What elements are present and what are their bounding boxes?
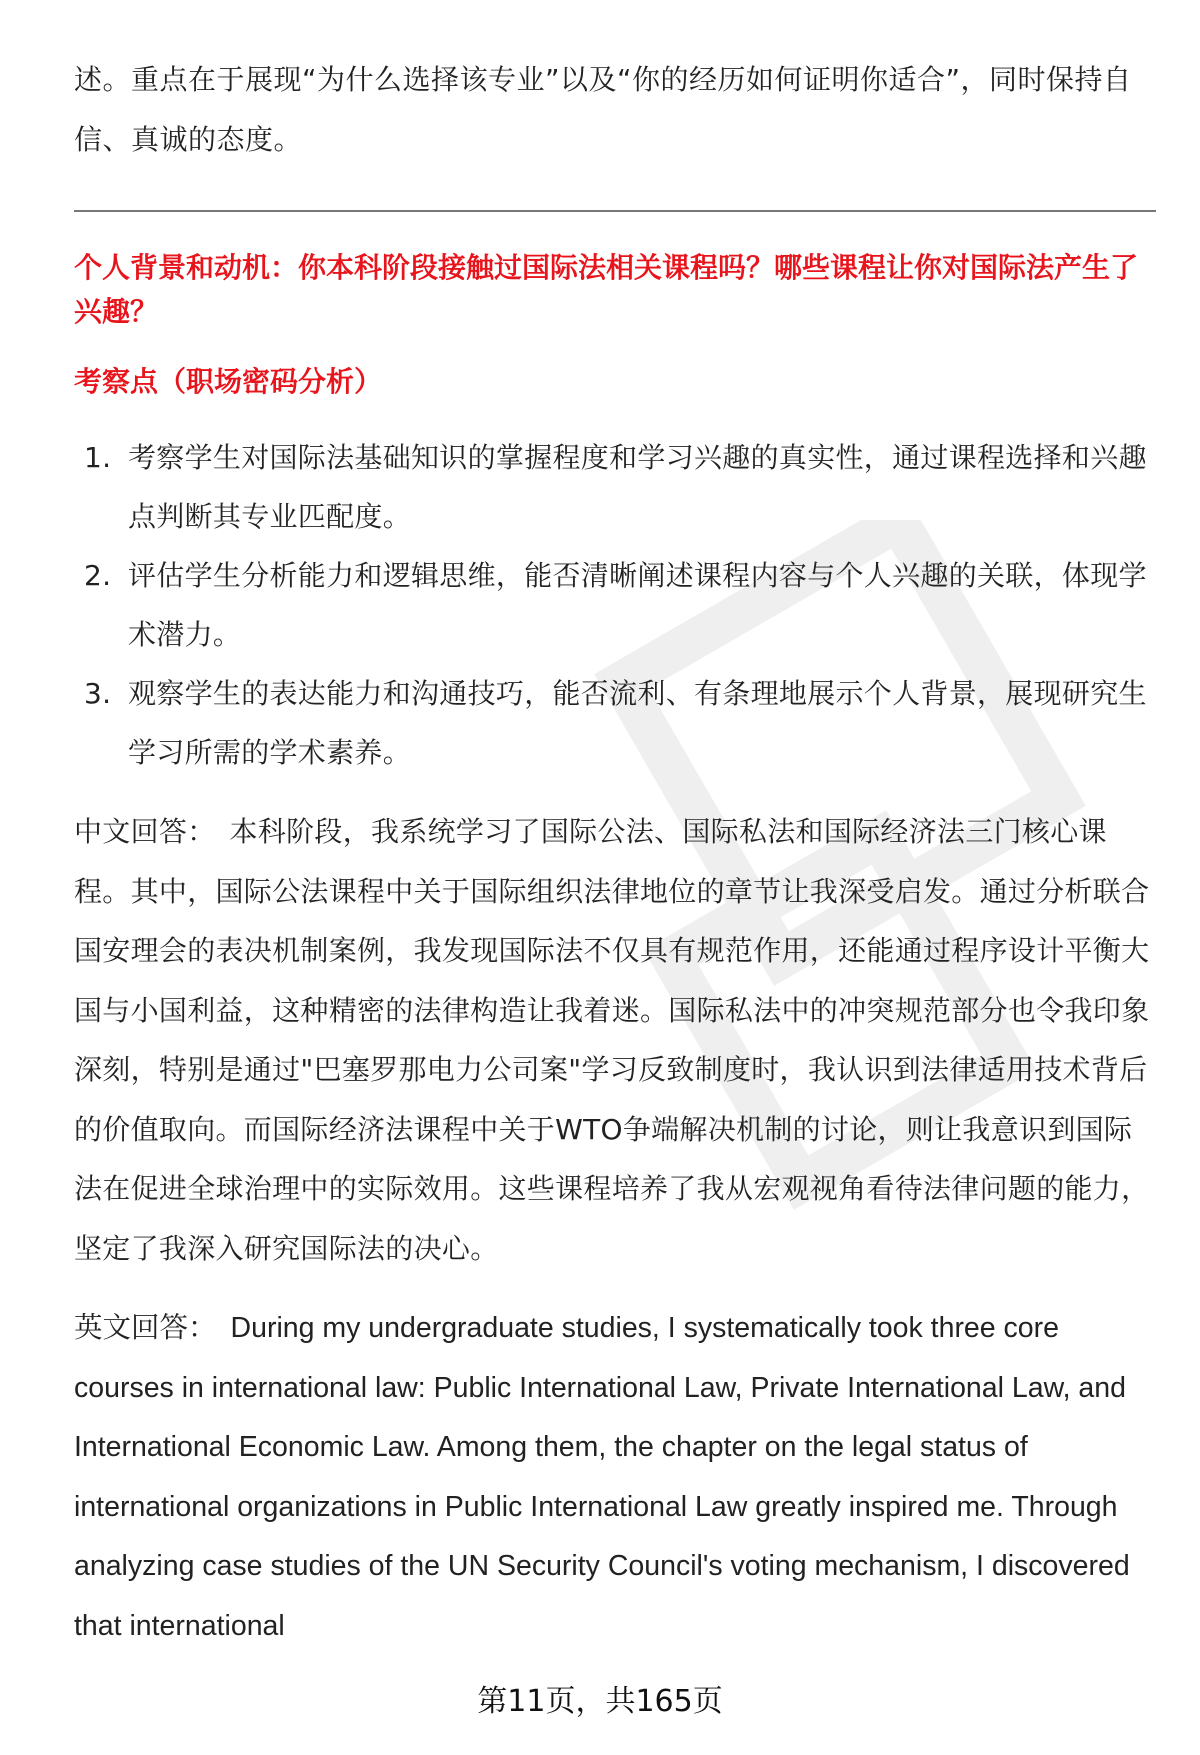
list-item [74, 546, 1156, 664]
assessment-points-heading: 考察点（职场密码分析） [74, 365, 383, 398]
assessment-points-list [74, 428, 1156, 782]
english-answer-label: 英文回答： [74, 1311, 217, 1344]
chinese-answer-label: 中文回答： [74, 815, 216, 848]
english-answer-paragraph [74, 1298, 1156, 1656]
chinese-answer-paragraph [74, 802, 1156, 1278]
question-heading: 个人背景和动机：你本科阶段接触过国际法相关课程吗？哪些课程让你对国际法产生了兴趣？ [74, 251, 1139, 328]
chinese-answer-text: 本科阶段，我系统学习了国际公法、国际私法和国际经济法三门核心课程。其中，国际公法课程中关于国际组织法律地位的章节让我深受启发。通过分析联合国安理会的表决机制案例，我发现国际法不仅具有规范作用，还能通过程序设计平衡大国与小国利益，这种精密的法律构造让我着迷。国际私法中的冲突规范部分也令我印象深刻，特别是通过"巴塞罗那电力公司案"学习反致制度时，我认识到法律适用技术背后的价值取向。而国际经济法课程中关于WTO争端解决机制的讨论，则让我意识到国际法在促进全球治理中的实际效用。这些课程培养了我从宏观视角看待法律问题的能力，坚定了我深入研究国际法的决心。 [74, 815, 1150, 1265]
list-item-text: 观察学生的表达能力和沟通技巧，能否流利、有条理地展示个人背景，展现研究生学习所需的学术素养。 [128, 677, 1147, 769]
intro-paragraph: 述。重点在于展现“为什么选择该专业”以及“你的经历如何证明你适合”，同时保持自信、真诚的态度。 [74, 63, 1132, 156]
list-item-text: 评估学生分析能力和逻辑思维，能否清晰阐述课程内容与个人兴趣的关联，体现学术潜力。 [128, 559, 1147, 651]
list-item-number: 3. [84, 677, 112, 710]
list-item-number: 1. [84, 441, 112, 474]
english-answer-text: During my undergraduate studies, I systematically took three core courses in international law: Public International Law, Private International Law, and International Economic Law. Among them, the chapter on the legal status of international organizations in Public International Law greatly inspired me. Through analyzing case studies of the UN Security Council's voting mechanism, I discovered that international [74, 1312, 1130, 1642]
list-item-number: 2. [84, 559, 112, 592]
list-item-text: 考察学生对国际法基础知识的掌握程度和学习兴趣的真实性，通过课程选择和兴趣点判断其专业匹配度。 [128, 441, 1147, 533]
list-item [74, 664, 1156, 782]
section-divider [74, 210, 1156, 212]
list-item [74, 428, 1156, 546]
page-number-footer: 第11页，共165页 [477, 1684, 723, 1719]
main-content [74, 50, 1156, 1656]
